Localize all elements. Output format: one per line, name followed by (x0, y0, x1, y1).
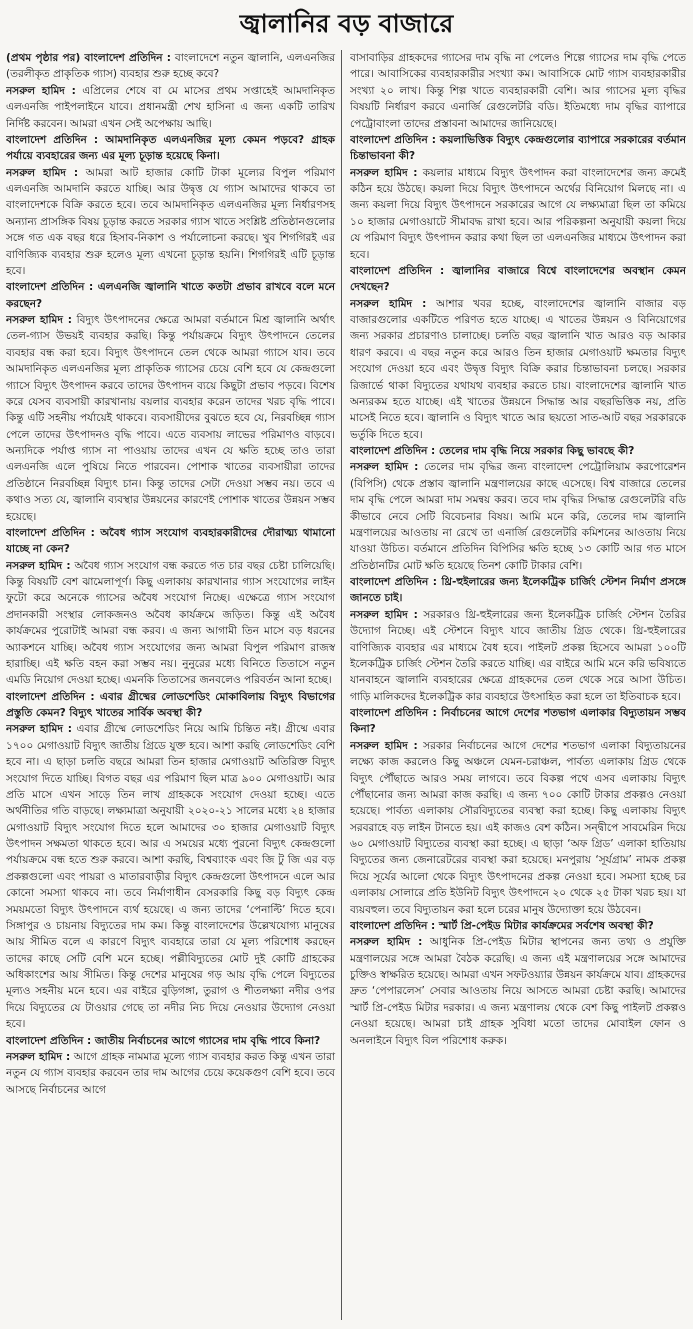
speaker-label: বাংলাদেশ প্রতিদিন : (350, 919, 436, 932)
interview-paragraph (350, 918, 686, 934)
interview-paragraph (6, 689, 335, 722)
paragraph-text: বিদ্যুৎ উৎপাদনের ক্ষেত্রে আমরা বর্তমানে মিশ্র জ্বালানি অর্থাৎ তেল-গ্যাস উভয়ই ব্যবহার করছি। কিন্তু পর্যায়ক্রমে বিদ্যুৎ উৎপাদনে তেলের ব্যবহার বন্ধ করা হবে। বিদ্যুৎ উৎপাদনে তেল থেকে আমরা গ্যাসে যাব। তবে আমদানিকৃত এলএনজির মূল্য প্রাকৃতিক গ্যাসের চেয়ে বেশি হবে যে কেন্দ্রগুলো গ্যাসে বিদ্যুৎ উৎপাদন করবে তাদের উৎপাদন ব্যয়ে কিছুটা প্রভাব পড়বে। বিশেষ করে যেসব ব্যবসায়ী কারখানায় বয়লার ব্যবহার করেন তাদের খরচ বৃদ্ধি পাবে। কিন্তু এটি সহনীয় পর্যায়েই থাকবে। ব্যবসায়ীদের বুঝতে হবে যে, নিরবচ্ছিন্ন গ্যাস পেলে তাদের উৎপাদনও বৃদ্ধি পাবে। এতে ব্যবসায় লাভের পরিমাণও বাড়বে। অন্যদিকে পর্যাপ্ত গ্যাস না পাওয়ায় তাদের এখন যে ক্ষতি হচ্ছে তাও তারা এলএনজি এলে পুষিয়ে নিতে পারবেন। পোশাক খাতের ব্যবসায়ীরা তাদের প্রতিষ্ঠানে নিরবচ্ছিন্ন বিদ্যুৎ চান। কিন্তু তাদের সেটা দেওয়া সম্ভব নয়। তবে এ কথাও সত্য যে, জ্বালানি ব্যবস্থার উন্নয়নের কারণেই পোশাক খাতের উন্নয়ন সম্ভব হয়েছে। (6, 314, 335, 523)
article-columns (6, 50, 687, 1320)
speaker-label: নসরুল হামিদ : (350, 739, 418, 752)
interview-paragraph (6, 558, 335, 689)
speaker-label: নসরুল হামিদ : (350, 166, 418, 179)
interview-paragraph (6, 279, 335, 312)
interview-paragraph (350, 574, 686, 607)
paragraph-text: এপ্রিলের শেষে বা মে মাসের প্রথম সপ্তাহেই আমদানিকৃত এলএনজি পাইপলাইনে যাবে। প্রধানমন্ত্রী শেখ হাসিনা এ জন্য একটি তারিখ নির্দিষ্ট করবেন। আমরা এখন সেই অপেক্ষায় আছি। (6, 84, 335, 130)
paragraph-text: তেলের দাম বৃদ্ধির জন্য বাংলাদেশ পেট্রোলিয়াম করপোরেশন (বিপিসি) থেকে প্রস্তাব জ্বালানি মন্ত্রণালয়ের কাছে এসেছে। বিশ্ব বাজারে তেলের দাম বৃদ্ধি পেলে আমরা দাম সমন্বয় করব। তবে দাম বৃদ্ধির সিদ্ধান্ত রেগুলেটরি বডি কীভাবে নেবে সেটি বিবেচনার বিষয়। আমি মনে করি, তেলের দাম জ্বালানি মন্ত্রণালয়ের আওতায় না রেখে তা এনার্জি রেগুলেটরি কমিশনের আওতায় নিয়ে যাওয়া উচিত। বর্তমানে প্রতিদিন বিপিসির ক্ষতি হচ্ছে ১৩ কোটি আর গত মাসে প্রতিষ্ঠানটির মোট ক্ষতি হয়েছে তিনশ কোটি টাকার বেশি। (350, 461, 686, 572)
interview-paragraph (350, 443, 686, 459)
article-headline: জ্বালানির বড় বাজারে (239, 8, 454, 38)
interview-paragraph (6, 1033, 335, 1049)
speaker-label: নসরুল হামিদ : (350, 461, 419, 474)
interview-paragraph (350, 296, 686, 443)
interview-paragraph (6, 312, 335, 525)
paragraph-text: সরকার নির্বাচনের আগে দেশের শতভাগ এলাকা বিদ্যুতায়নের লক্ষ্যে কাজ করলেও কিছু অঞ্চলে যেমন-চরাঞ্চল, পার্বত্য এলাকায় গ্রিড থেকে বিদ্যুৎ পৌঁছাতে আরও সময় লাগবে। তবে বিকল্প পথে এসব এলাকায় বিদ্যুৎ পৌঁছানোর জন্য আমরা কাজ করছি। এ জন্য ৭০০ কোটি টাকার প্রকল্পও নেওয়া হয়েছে। পার্বত্য এলাকায় সৌরবিদ্যুতের ব্যবস্থা করা হচ্ছে। কিছু এলাকায় বিদ্যুৎ সরবরাহে বড় লাইন টানতে হয়। এই কাজও বেশ কঠিন। সন্দ্বীপে সাবমেরিন দিয়ে ৬০ মেগাওয়াট বিদ্যুতের ব্যবস্থা করা হচ্ছে। এ ছাড়া ‘অফ গ্রিড’ এলাকা হাতিয়ায় বিদ্যুতের জন্য জেনারেটরের ব্যবস্থা করা হয়েছে। মনপুরায় ‘সূর্যগ্রাম’ নামক প্রকল্প দিয়ে সূর্যের আলো থেকে বিদ্যুৎ উৎপাদনের প্রকল্প নেওয়া হবে। সমস্যা হচ্ছে চর এলাকায় সোলারে প্রতি ইউনিট বিদ্যুৎ উৎপাদনে ২০ থেকে ২৫ টাকা খরচ হয়। যা ব্যয়বহুল। তবে বিদ্যুতায়ন করা হলে চরের মানুষ উদ্যোক্তা হয়ে উঠবেন। (350, 739, 686, 916)
speaker-label: বাংলাদেশ প্রতিদিন : (6, 133, 99, 146)
paragraph-text: জাতীয় নির্বাচনের আগে গ্যাসের দাম বৃদ্ধি পাবে কিনা? (91, 1034, 321, 1047)
interview-paragraph (350, 607, 686, 705)
speaker-label: বাংলাদেশ প্রতিদিন : (350, 445, 436, 457)
speaker-label: বাংলাদেশ প্রতিদিন : (6, 1034, 92, 1047)
paragraph-text: জ্বালানির বাজারে বিশ্বে বাংলাদেশের অবস্থান কেমন দেখছেন? (350, 264, 686, 294)
paragraph-text: এবার গ্রীষ্মের লোডশেডিং মোকাবিলায় বিদ্যুৎ বিভাগের প্রস্তুতি কেমন? বিদ্যুৎ খাতের সার্বিক অবস্থা কী? (6, 690, 335, 719)
speaker-label: নসরুল হামিদ : (6, 1050, 71, 1063)
paragraph-text: সরকারও থ্রি-হুইলারের জন্য ইলেকট্রিক চার্জিং স্টেশন তৈরির উদ্যোগ নিচ্ছে। এই স্টেশনে বিদ্যুৎ যাবে জাতীয় গ্রিড থেকে। থ্রি-হুইলারের বাণিজ্যিক ব্যবহার এর মাধ্যমে বৈধ হবে। পাইলট প্রকল্প হিসেবে আমরা ১০০টি ইলেকট্রিক চার্জিং স্টেশন তৈরি করতে যাচ্ছি। এর বাইরে আমি মনে করি ভবিষ্যতে যানবাহনে জ্বালানি ব্যবহারের ক্ষেত্রে গ্রাহকদের তেল থেকে সরে আসা উচিত। গাড়ি মালিকদের ইলেকট্রিক কার ব্যবহারে উৎসাহিত করা হলে তা ইতিবাচক হবে। (350, 608, 686, 703)
interview-paragraph (350, 738, 686, 918)
speaker-label: বাংলাদেশ প্রতিদিন : (350, 576, 437, 588)
paragraph-text: অবৈধ গ্যাস সংযোগ বন্ধ করতে গত চার বছর চেষ্টা চালিয়েছি। কিন্তু বিষয়টি বেশ ঝামেলাপূর্ণ। কিছু এলাকায় কারখানার গ্যাস সংযোগের লাইন ফুটো করে অনেকে গ্যাসের অবৈধ সংযোগ নিচ্ছে। এক্ষেত্রে গ্যাস সংযোগ প্রদানকারী সংস্থার লোকজনও অবৈধ কার্যক্রমে জড়িত। কিন্তু এই অবৈধ কার্যক্রমের পুরোটাই আমরা বন্ধ করব। এ জন্য আগামী তিন মাসে বড় ধরনের অ্যাকশনে যাচ্ছি। অবৈধ গ্যাস সংযোগের জন্য আমরা বিপুল পরিমাণ রাজস্ব হারাচ্ছি। এই ক্ষতি বহন করা সম্ভব নয়। নুনুরের মধ্যে বিনিতে তিতাসে নতুন এমডি নিয়োগ দেওয়া হচ্ছে। এমনকি তিতাসের জনবলেও পরিবর্তন আনা হচ্ছে। (6, 559, 335, 687)
speaker-label: নসরুল হামিদ : (6, 723, 72, 736)
interview-paragraph (6, 83, 335, 132)
interview-paragraph (350, 934, 686, 1049)
paragraph-text: এবার গ্রীষ্মে লোডশেডিং নিয়ে আমি চিন্তিত নই। গ্রীষ্মে এবার ১৭০০ মেগাওয়াট বিদ্যুৎ জাতীয় গ্রিডে যুক্ত হবে। আশা করছি লোডশেডিং বেশি হবে না। এ ছাড়া চলতি বছরে আমরা তিন হাজার মেগাওয়াট অতিরিক্ত বিদ্যুৎ সংযোগ দিতে যাচ্ছি। বিগত বছর এর পরিমাণ ছিল মাত্র ৯০০ মেগাওয়াট। আর প্রতি মাসে এখন সাড়ে তিন লাখ গ্রাহককে সংযোগ দেওয়া হচ্ছে। এতে অর্থনীতির গতি বাড়ছে। লক্ষ্যমাত্রা অনুযায়ী ২০২০-২১ সালের মধ্যে ২৪ হাজার মেগাওয়াট বিদ্যুৎ সংযোগ দিতে হলে আমাদের ৩০ হাজার মেগাওয়াট বিদ্যুৎ উৎপাদন সক্ষমতা থাকতে হবে। আর এ সময়ের মধ্যে পুরনো বিদ্যুৎ কেন্দ্রগুলো পর্যায়ক্রমে বন্ধ হতে শুরু করবে। আশা করছি, বিশ্বব্যাংক এবং জি টু জি এর বড় প্রকল্পগুলো এবং পায়রা ও মাতারবাড়ীর বিদ্যুৎ কেন্দ্রগুলো উৎপাদনে এলে আর কোনো সমস্যা থাকবে না। তবে নির্মাণাধীন বেসরকারি কিছু বড় বিদ্যুৎ কেন্দ্র সময়মতো বিদ্যুৎ উৎপাদনে ব্যর্থ হয়েছে। এ জন্য তাদের ‘পেনাল্টি’ দিতে হবে। সিঙ্গাপুর ও চায়নায় বিদ্যুতের দাম কম। কিন্তু বাংলাদেশের উল্লেখযোগ্য মানুষের আয় সীমিত বলে এ কারণে বিদ্যুৎ ব্যবহারে তারা যে মূল্য পরিশোধ করছেন তাদের কাছে সেটি বেশি মনে হচ্ছে। পল্লীবিদ্যুতের মোট দুই কোটি গ্রাহকের অধিকাংশের আয় সীমিত। কিন্তু দেশের মানুষের গড় আয় বৃদ্ধি পেলে বিদ্যুতের মূল্যও সহনীয় মনে হবে। এর বাইরে বুড়িগঙ্গা, তুরাগ ও শীতলক্ষ্যা নদীর ওপর দিয়ে বিদ্যুতের যে টাওয়ার গেছে তা নদীর নিচ দিয়ে নেওয়ার উদ্যোগ নেওয়া হবে। (6, 723, 335, 1031)
speaker-label: নসরুল হামিদ : (6, 84, 76, 97)
speaker-label: বাংলাদেশ প্রতিদিন : (6, 690, 95, 703)
interview-paragraph (350, 165, 686, 263)
interview-paragraph (6, 525, 335, 558)
speaker-label: বাংলাদেশ প্রতিদিন : (6, 526, 95, 539)
interview-paragraph (350, 459, 686, 574)
speaker-label: বাংলাদেশ প্রতিদিন : (350, 707, 437, 719)
interview-paragraph (350, 705, 686, 738)
interview-paragraph (350, 50, 686, 132)
interview-paragraph (6, 165, 335, 280)
paragraph-text: কয়লার মাধ্যমে বিদ্যুৎ উৎপাদন করা বাংলাদেশের জন্য ক্রমেই কঠিন হয়ে উঠছে। কয়লা দিয়ে বিদ্যুৎ উৎপাদনে অর্থের বিনিয়োগ মিলছে না। এ জন্য কয়লা দিয়ে বিদ্যুৎ উৎপাদনে সরকারের আগে যে লক্ষ্যমাত্রা ছিল তা কমিয়ে ১০ হাজার মেগাওয়াটে সীমাবদ্ধ রাখা হবে। আর পরিকল্পনা অনুযায়ী কয়লা দিয়ে যে পরিমাণ বিদ্যুৎ উৎপাদন করার কথা ছিল তা এলএনজির মাধ্যমে উৎপাদন করা হবে। (350, 166, 686, 261)
speaker-label: (প্রথম পৃষ্ঠার পর) বাংলাদেশ প্রতিদিন : (6, 52, 171, 64)
paragraph-text: বাসাবাড়ির গ্রাহকদের গ্যাসের দাম বৃদ্ধি না পেলেও শিল্পে গ্যাসের দাম বৃদ্ধি পেতে পারে। আবাসিকের ব্যবহারকারীর সংখ্যা কম। আবাসিকে মোট গ্যাস ব্যবহারকারীর সংখ্যা ২০ লাখ। কিন্তু শিল্প খাতে ব্যবহারকারী বেশি। আর গ্যাসের মূল্য বৃদ্ধির বিষয়টি নির্ধারণ করবে এনার্জি রেগুলেটরি বডি। ইতিমধ্যে দাম বৃদ্ধির ব্যাপারে পেট্রোবাংলা তাদের প্রস্তাবনা আমাদের জানিয়েছে। (350, 52, 686, 130)
paragraph-text: কয়লাভিত্তিক বিদ্যুৎ কেন্দ্রগুলোর ব্যাপারে সরকারের বর্তমান চিন্তাভাবনা কী? (350, 133, 686, 163)
speaker-label: বাংলাদেশ প্রতিদিন : (350, 264, 445, 277)
paragraph-text: অবৈধ গ্যাস সংযোগ ব্যবহারকারীদের দৌরাত্ম্য থামানো যাচ্ছে না কেন? (6, 526, 335, 556)
paragraph-text: স্মার্ট প্রি-পেইড মিটার কার্যক্রমের সর্বশেষ অবস্থা কী? (435, 919, 654, 932)
paragraph-text: আগে গ্রাহক নামমাত্র মূল্যে গ্যাস ব্যবহার করত কিন্তু এখন তারা নতুন যে গ্যাস ব্যবহার করবেন তার দাম আগের চেয়ে কয়েকগুণ বেশি হবে। তবে আসছে নির্বাচনের আগে (6, 1050, 335, 1096)
speaker-label: বাংলাদেশ প্রতিদিন : (6, 281, 94, 294)
paragraph-text: আমদানিকৃত এলএনজির মূল্য কেমন পড়বে? গ্রাহক পর্যায়ে ব্যবহারের জন্য এর মূল্য চূড়ান্ত হয়েছে কিনা। (6, 133, 335, 163)
speaker-label: নসরুল হামিদ : (6, 166, 79, 179)
paragraph-text: আমরা আট হাজার কোটি টাকা মূল্যের বিপুল পরিমাণ এলএনজি আমদানি করতে যাচ্ছি। আর উদ্বৃত্ত যে গ্যাস আমাদের থাকবে তা বাংলাদেশকে বিক্রি করতে হবে। তবে আমদানিকৃত এলএনজির মূল্য নির্ধারণসহ অন্যান্য প্রাসঙ্গিক বিষয় চূড়ান্ত করতে সরকার গ্যাস খাতে সংশ্লিষ্ট প্রতিষ্ঠানগুলোর সঙ্গে গত এক বছর ধরে হিসাব-নিকাশ ও পর্যালোচনা করছে। খুব শিগগিরই এর বাণিজ্যিক ব্যবহার শুরু হলেও মূল্য এখনো চূড়ান্ত হয়নি। শিগগিরই এটি চূড়ান্ত হবে। (6, 166, 335, 277)
paragraph-text: তেলের দাম বৃদ্ধি নিয়ে সরকার কিছু ভাবছে কী? (435, 445, 635, 457)
paragraph-text: এলএনজি জ্বালানি খাতে কতটা প্রভাব রাখবে বলে মনে করছেন? (6, 281, 335, 310)
interview-paragraph (6, 1049, 335, 1098)
speaker-label: নসরুল হামিদ : (350, 608, 418, 621)
interview-paragraph (6, 50, 335, 83)
paragraph-text: বাংলাদেশে নতুন জ্বালানি, এলএনজির (তরলীকৃত প্রাকৃতিক গ্যাস) ব্যবহার শুরু হচ্ছে কবে? (6, 52, 335, 81)
right-column (350, 50, 686, 1320)
interview-paragraph (6, 721, 335, 1032)
paragraph-text: আশার খবর হচ্ছে, বাংলাদেশের জ্বালানি বাজার বড় বাজারগুলোর একটিতে পরিণত হতে যাচ্ছে। এ খাতের উন্নয়ন ও বিনিয়োগের জন্য সরকার প্রচারণাও চালাচ্ছে। চলতি বছর জ্বালানি খাত আরও বড় আকার ধারণ করবে। এ বছর নতুন করে আরও তিন হাজার মেগাওয়াট ক্ষমতার বিদ্যুৎ সংযোগ দেওয়া হবে এবং উদ্বৃত্ত বিদ্যুৎ বিক্রি করার চিন্তাভাবনা চলছে। সরকার রিজার্ভে থাকা বিদ্যুতের যথাযথ ব্যবহার করতে চায়। বাংলাদেশের জ্বালানি খাত অন্যরকম হতে যাচ্ছে। এই খাতের উন্নয়নে সিদ্ধান্ত আর বছরভিত্তিক নয়, প্রতি মাসেই নিতে হবে। জ্বালানি ও বিদ্যুৎ খাতে আর ছয়তো সাত-আট বছর সরকারকে ভর্তুকি দিতে হবে। (350, 297, 686, 441)
left-column (6, 50, 342, 1320)
paragraph-text: আধুনিক প্রি-পেইড মিটার স্থাপনের জন্য তথ্য ও প্রযুক্তি মন্ত্রণালয়ের সঙ্গে আমরা বৈঠক করেছি। এ জন্য এই মন্ত্রণালয়ের সঙ্গে আমাদের চুক্তিও স্বাক্ষরিত হয়েছে। আমরা এখন সফটওয়্যার উন্নয়ন কার্যক্রমে যাব। গ্রাহকদের দ্রুত ‘পেপারলেস’ সেবার আওতায় নিয়ে আসতে আমরা চেষ্টা করছি। আমাদের স্মার্ট প্রি-পেইড মিটার দরকার। এ জন্য মন্ত্রণালয় থেকে বেশ কিছু পাইলট প্রকল্পও নেওয়া হয়েছে। আমরা চাই গ্রাহক সুবিধা মতো তাদের মোবাইল ফোন ও অনলাইনে বিদ্যুৎ বিল পরিশোধ করুক। (350, 936, 686, 1047)
interview-paragraph (6, 132, 335, 165)
speaker-label: বাংলাদেশ প্রতিদিন : (350, 133, 436, 146)
speaker-label: নসরুল হামিদ : (6, 314, 72, 326)
interview-paragraph (350, 132, 686, 165)
speaker-label: নসরুল হামিদ : (350, 297, 427, 310)
paragraph-text: থ্রি-হুইলারের জন্য ইলেকট্রিক চার্জিং স্টেশন নির্মাণ প্রসঙ্গে জানতে চাই। (350, 576, 686, 605)
speaker-label: নসরুল হামিদ : (350, 936, 423, 949)
speaker-label: নসরুল হামিদ : (6, 559, 71, 572)
paragraph-text: নির্বাচনের আগে দেশের শতভাগ এলাকার বিদ্যুতায়ন সম্ভব কিনা? (350, 707, 686, 736)
interview-paragraph (350, 263, 686, 296)
